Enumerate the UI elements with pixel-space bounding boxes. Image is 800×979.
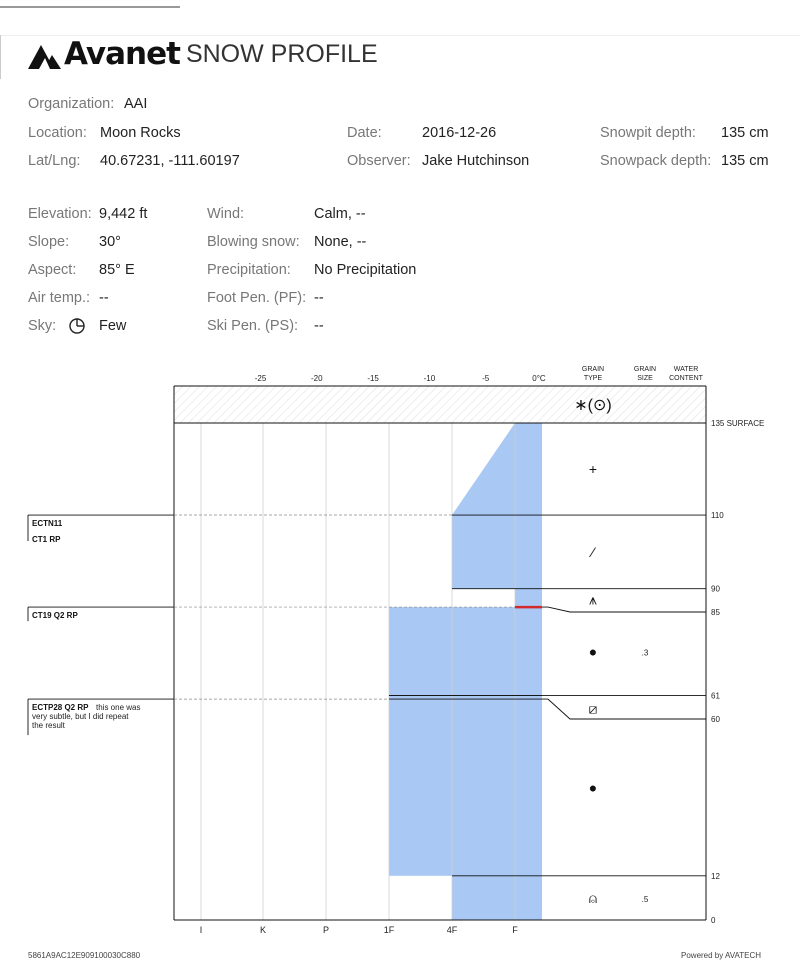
hardness-bar [515, 589, 542, 607]
date-value: 2016-12-26 [422, 125, 497, 141]
temp-tick-label: -15 [367, 374, 379, 383]
hardness-bar [452, 515, 542, 589]
grain-type-header: TYPE [583, 375, 603, 382]
grain-type-symbol: ⁄ [591, 543, 595, 560]
profile-id: 5861A9AC12E909100030C880 [28, 951, 141, 960]
temp-tick-label: 0°C [532, 374, 546, 383]
temp-tick-label: -5 [482, 374, 490, 383]
temp-tick-label: -20 [311, 374, 323, 383]
ski-pen-label: Ski Pen. (PS): [207, 318, 299, 334]
hardness-bar [389, 607, 542, 695]
brand-subtitle: SNOW PROFILE [185, 40, 378, 68]
surface-grain-symbol: ∗(⊙) [574, 397, 612, 414]
depth-connector [542, 607, 706, 612]
depth-label: 90 [711, 584, 720, 594]
grain-type-symbol: ⍝ [588, 889, 598, 906]
sky-few-icon [68, 317, 86, 335]
grain-type-symbol: + [588, 461, 598, 478]
sky-label: Sky: [28, 318, 57, 334]
latlng-label: Lat/Lng: [28, 153, 81, 169]
hardness-tick-label: P [322, 925, 330, 935]
aspect-label: Aspect: [28, 262, 77, 278]
stability-test-comment: very subtle, but I did repeat [32, 712, 129, 722]
avanet-logo [28, 36, 378, 72]
depth-label: 60 [711, 715, 720, 724]
air-temp-label: Air temp.: [28, 290, 91, 306]
stability-test-comment: this one was [96, 703, 141, 713]
snowpack-depth-label: Snowpack depth: [600, 153, 712, 169]
depth-connector [542, 699, 706, 719]
water-content-header: CONTENT [669, 375, 703, 382]
grain-type-symbol: ● [588, 779, 598, 796]
stability-test-result: ECTN11 [32, 519, 63, 529]
precipitation-label: Precipitation: [207, 262, 291, 278]
temp-tick-label: -25 [254, 374, 267, 383]
precipitation-value: No Precipitation [314, 262, 417, 278]
location-value: Moon Rocks [100, 125, 181, 141]
blowing-snow-value: None, -- [314, 234, 367, 250]
snowpack-depth-value: 135 cm [721, 153, 769, 169]
temp-tick-label: -10 [423, 374, 436, 383]
powered-by: Powered by AVATECH [681, 951, 762, 960]
foot-pen-label: Foot Pen. (PF): [207, 290, 307, 306]
latlng-value: 40.67231, -111.60197 [100, 153, 240, 169]
grain-type-symbol: ● [588, 643, 598, 660]
slope-value: 30° [99, 234, 121, 250]
elevation-label: Elevation: [28, 206, 92, 222]
water-content-header: WATER [673, 366, 699, 373]
brand-header [0, 35, 800, 80]
brand-name: Avanet [64, 36, 180, 72]
date-label: Date: [347, 125, 382, 141]
elevation-value: 9,442 ft [99, 206, 148, 222]
foot-pen-value: -- [314, 290, 324, 306]
ski-pen-value: -- [314, 318, 324, 334]
hardness-tick-label: 4F [446, 925, 458, 935]
grain-type-symbol: ⩚ [589, 591, 597, 608]
grain-size-value: .3 [641, 648, 649, 658]
stability-test-result: CT19 Q2 RP [32, 611, 78, 621]
hardness-bar [452, 876, 542, 920]
header-left-rule [0, 35, 1, 79]
snow-profile-chart [0, 355, 800, 955]
depth-label: 0 [711, 916, 716, 925]
location-label: Location: [28, 125, 87, 141]
organization-label: Organization: [28, 96, 115, 112]
aspect-value: 85° E [99, 262, 135, 278]
header-band [174, 386, 706, 423]
depth-label: 110 [711, 511, 724, 521]
depth-label: 61 [711, 691, 720, 701]
grain-size-value: .5 [641, 894, 649, 904]
stability-test-comment: the result [32, 721, 65, 731]
observer-value: Jake Hutchinson [422, 153, 530, 169]
organization-value: AAI [124, 96, 148, 112]
depth-label: 85 [711, 608, 720, 617]
blowing-snow-label: Blowing snow: [207, 234, 300, 250]
snowpit-depth-label: Snowpit depth: [600, 125, 696, 141]
grain-type-symbol: ⧄ [588, 700, 598, 717]
stability-test-result: ECTP28 Q2 RP [32, 703, 89, 713]
stability-test-result: CT1 RP [32, 535, 61, 545]
slope-label: Slope: [28, 234, 70, 250]
hardness-tick-label: 1F [383, 925, 395, 935]
top-rule [0, 6, 180, 8]
hardness-tick-label: K [259, 925, 267, 935]
hardness-tick-label: I [199, 925, 203, 935]
avanet-mountain-icon [28, 39, 62, 69]
hardness-bar [452, 423, 542, 515]
wind-label: Wind: [207, 206, 245, 222]
grain-type-header: GRAIN [581, 366, 605, 373]
grain-size-header: SIZE [637, 375, 653, 382]
wind-value: Calm, -- [314, 206, 366, 222]
grain-size-header: GRAIN [633, 366, 657, 373]
snowpit-depth-value: 135 cm [721, 125, 769, 141]
observer-label: Observer: [347, 153, 411, 169]
sky-value: Few [99, 318, 127, 334]
hardness-tick-label: F [512, 925, 518, 935]
hardness-bar [389, 695, 542, 699]
depth-label: 12 [711, 871, 720, 881]
depth-label: 135 SURFACE [711, 419, 765, 428]
hardness-bar [389, 699, 542, 876]
air-temp-value: -- [99, 290, 109, 306]
